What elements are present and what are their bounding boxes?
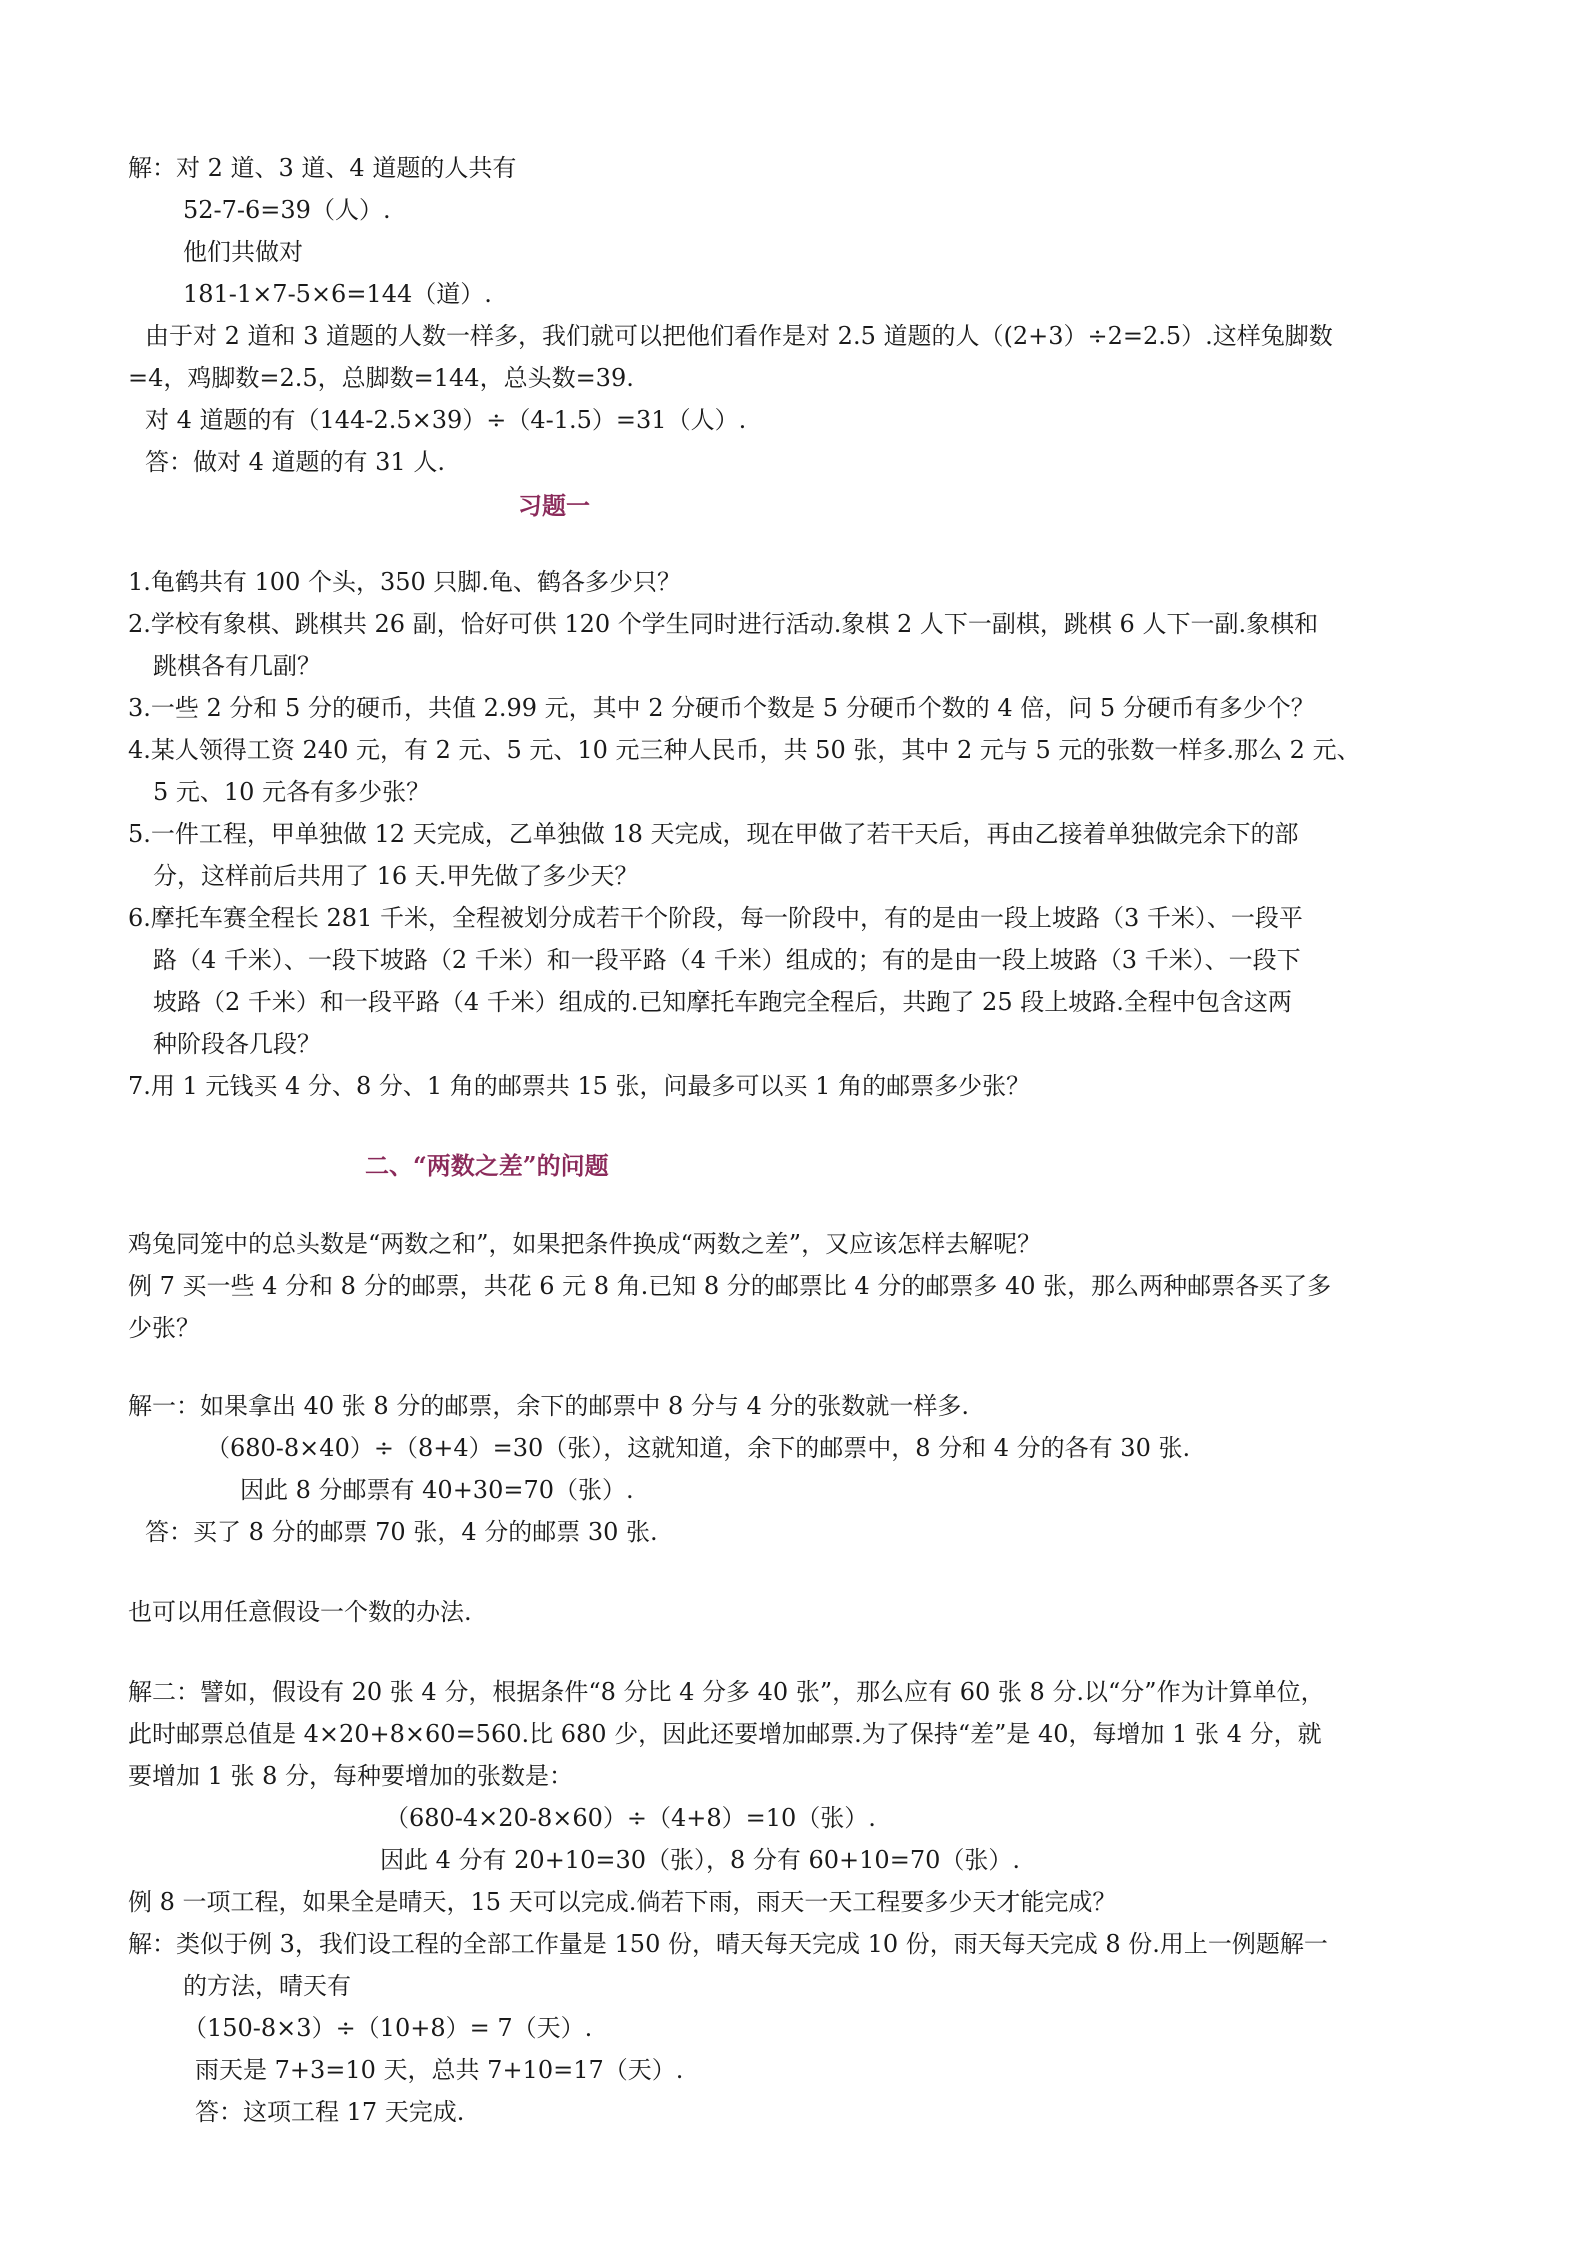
exercise-question: 3.一些 2 分和 5 分的硬币，共值 2.99 元，其中 2 分硬币个数是 5 分硬币个数的 4 倍，问 5 分硬币有多少个？ [128,694,1315,722]
exercise-question: 跳棋各有几副？ [153,652,321,680]
exercise-question: 7.用 1 元钱买 4 分、8 分、1 角的邮票共 15 张，问最多可以买 1 角的邮票多少张？ [128,1072,1031,1100]
solution-line: =4，鸡脚数=2.5，总脚数=144，总头数=39. [128,364,634,392]
paragraph: 鸡兔同笼中的总头数是“两数之和”，如果把条件换成“两数之差”，又应该怎样去解呢？ [128,1230,1042,1258]
solution-line: 解：对 2 道、3 道、4 道题的人共有 [128,154,517,182]
solution-line: 解：类似于例 3，我们设工程的全部工作量是 150 份，晴天每天完成 10 份，雨天每天完成 8 份.用上一例题解一 [128,1930,1328,1958]
exercise-question: 4.某人领得工资 240 元，有 2 元、5 元、10 元三种人民币，共 50 张，其中 2 元与 5 元的张数一样多.那么 2 元、 [128,736,1361,764]
example-line: 例 8 一项工程，如果全是晴天，15 天可以完成.倘若下雨，雨天一天工程要多少天才能完成？ [128,1888,1117,1916]
solution-line: 他们共做对 [183,238,303,266]
solution-line: 因此 4 分有 20+10=30（张），8 分有 60+10=70（张）. [380,1846,1020,1874]
exercise-question: 路（4 千米）、一段下坡路（2 千米）和一段平路（4 千米）组成的；有的是由一段上坡路（3 千米）、一段下 [153,946,1301,974]
solution-line: 的方法，晴天有 [183,1972,351,2000]
solution-line: 181-1×7-5×6=144（道）. [183,280,492,308]
example-line: 少张？ [128,1314,200,1342]
section-heading: 二、“两数之差”的问题 [365,1151,609,1180]
exercise-question: 6.摩托车赛全程长 281 千米，全程被划分成若干个阶段，每一阶段中，有的是由一段上坡路（3 千米）、一段平 [128,904,1303,932]
answer-line: 答：这项工程 17 天完成. [195,2098,465,2126]
solution-line: 52-7-6=39（人）. [183,196,391,224]
solution-line: 对 4 道题的有（144-2.5×39）÷（4-1.5）=31（人）. [145,406,747,434]
solution-line: （680-8×40）÷（8+4）=30（张），这就知道，余下的邮票中，8 分和 4 分的各有 30 张. [206,1434,1191,1462]
exercise-question: 5 元、10 元各有多少张？ [153,778,431,806]
answer-line: 答：做对 4 道题的有 31 人. [145,448,445,476]
solution-line: 要增加 1 张 8 分，每种要增加的张数是： [128,1762,574,1790]
exercise-question: 坡路（2 千米）和一段平路（4 千米）组成的.已知摩托车跑完全程后，共跑了 25 段上坡路.全程中包含这两 [153,988,1292,1016]
example-line: 例 7 买一些 4 分和 8 分的邮票，共花 6 元 8 角.已知 8 分的邮票比 4 分的邮票多 40 张，那么两种邮票各买了多 [128,1272,1332,1300]
exercise-question: 种阶段各几段？ [153,1030,321,1058]
paragraph: 也可以用任意假设一个数的办法. [128,1598,472,1626]
exercise-question: 2.学校有象棋、跳棋共 26 副，恰好可供 120 个学生同时进行活动.象棋 2 人下一副棋，跳棋 6 人下一副.象棋和 [128,610,1319,638]
exercise-heading: 习题一 [518,491,590,520]
solution-line: 由于对 2 道和 3 道题的人数一样多，我们就可以把他们看作是对 2.5 道题的人（(2+3）÷2=2.5）.这样兔脚数 [145,322,1333,350]
exercise-question: 1.龟鹤共有 100 个头，350 只脚.龟、鹤各多少只？ [128,568,682,596]
solution-line: （150-8×3）÷（10+8）= 7（天）. [183,2014,593,2042]
solution-line: 雨天是 7+3=10 天，总共 7+10=17（天）. [195,2056,684,2084]
answer-line: 答：买了 8 分的邮票 70 张，4 分的邮票 30 张. [145,1518,658,1546]
solution-line: 因此 8 分邮票有 40+30=70（张）. [240,1476,634,1504]
solution-line: （680-4×20-8×60）÷（4+8）=10（张）. [385,1804,876,1832]
solution-line: 解二：譬如，假设有 20 张 4 分，根据条件“8 分比 4 分多 40 张”，那么应有 60 张 8 分.以“分”作为计算单位， [128,1678,1325,1706]
exercise-question: 5.一件工程，甲单独做 12 天完成，乙单独做 18 天完成，现在甲做了若干天后，再由乙接着单独做完余下的部 [128,820,1299,848]
exercise-question: 分，这样前后共用了 16 天.甲先做了多少天？ [153,862,639,890]
solution-line: 此时邮票总值是 4×20+8×60=560.比 680 少，因此还要增加邮票.为了保持“差”是 40，每增加 1 张 4 分，就 [128,1720,1322,1748]
solution-line: 解一：如果拿出 40 张 8 分的邮票，余下的邮票中 8 分与 4 分的张数就一样多. [128,1392,970,1420]
